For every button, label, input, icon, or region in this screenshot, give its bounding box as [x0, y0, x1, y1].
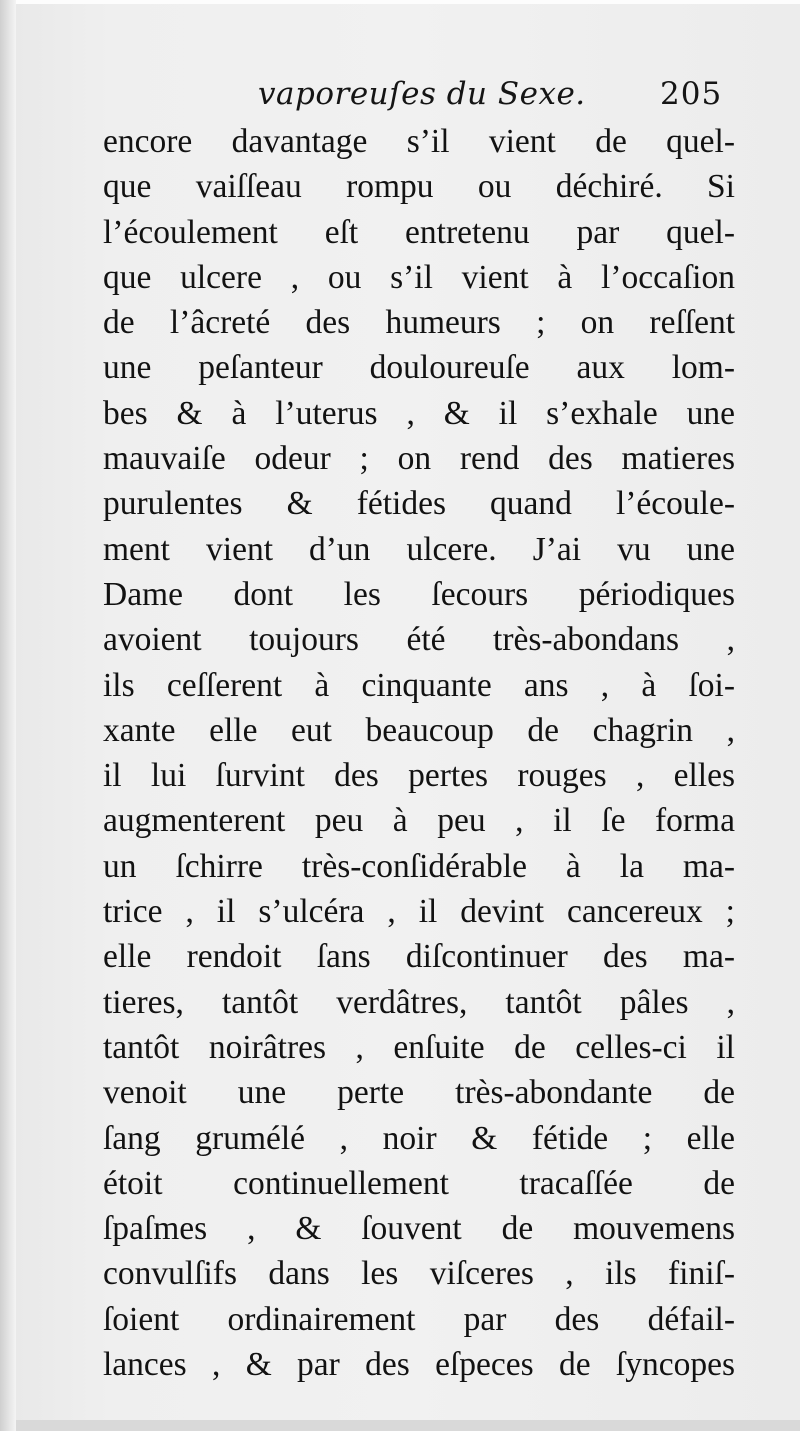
book-gutter [0, 0, 16, 1431]
text-line: de l’âcreté des humeurs ; on reſſent [103, 304, 735, 342]
text-line: ils ceſſerent à cinquante ans , à ſoi- [103, 666, 735, 704]
text-line: Dame dont les ſecours périodiques [103, 575, 735, 613]
text-line: convulſifs dans les viſceres , ils finiſ- [103, 1255, 735, 1293]
text-line: ſang grumélé , noir & fétide ; elle [103, 1119, 735, 1157]
text-line: ment vient d’un ulcere. J’ai vu une [103, 530, 735, 568]
page-header [0, 70, 800, 120]
text-line: que ulcere , ou s’il vient à l’occaſion [103, 258, 735, 296]
text-line: mauvaiſe odeur ; on rend des matieres [103, 440, 735, 478]
text-line: xante elle eut beaucoup de chagrin , [103, 711, 735, 749]
text-line: ſoient ordinairement par des défail- [103, 1300, 735, 1338]
text-line: purulentes & fétides quand l’écoule- [103, 485, 735, 523]
page-number: 205 [660, 76, 723, 112]
text-line: l’écoulement eſt entretenu par quel- [103, 213, 735, 251]
text-line: une peſanteur douloureuſe aux lom- [103, 349, 735, 387]
text-line: trice , il s’ulcéra , il devint cancereux ; [103, 893, 735, 931]
text-line: encore davantage s’il vient de quel- [103, 123, 735, 160]
text-line: tieres, tantôt verdâtres, tantôt pâles , [103, 983, 735, 1021]
text-line: augmenterent peu à peu , il ſe forma [103, 802, 735, 840]
text-line: lances , & par des eſpeces de ſyncopes [103, 1346, 735, 1384]
text-line: il lui ſurvint des pertes rouges , elles [103, 757, 735, 795]
text-line: bes & à l’uterus , & il s’exhale une [103, 394, 735, 432]
text-line: un ſchirre très-conſidérable à la ma- [103, 847, 735, 885]
text-line: étoit continuellement tracaſſée de [103, 1164, 735, 1202]
text-line: que vaiſſeau rompu ou déchiré. Si [103, 168, 735, 206]
text-line: avoient toujours été très-abondans , [103, 621, 735, 659]
text-line: ſpaſmes , & ſouvent de mouvemens [103, 1210, 735, 1248]
body-text [103, 119, 735, 1387]
text-line: venoit une perte très-abondante de [103, 1074, 735, 1112]
text-line: elle rendoit ſans diſcontinuer des ma- [103, 938, 735, 976]
running-title: vaporeuſes du Sexe. [258, 76, 586, 112]
page-bottom-edge [16, 1420, 800, 1431]
text-line: tantôt noirâtres , enſuite de celles-ci il [103, 1028, 735, 1066]
